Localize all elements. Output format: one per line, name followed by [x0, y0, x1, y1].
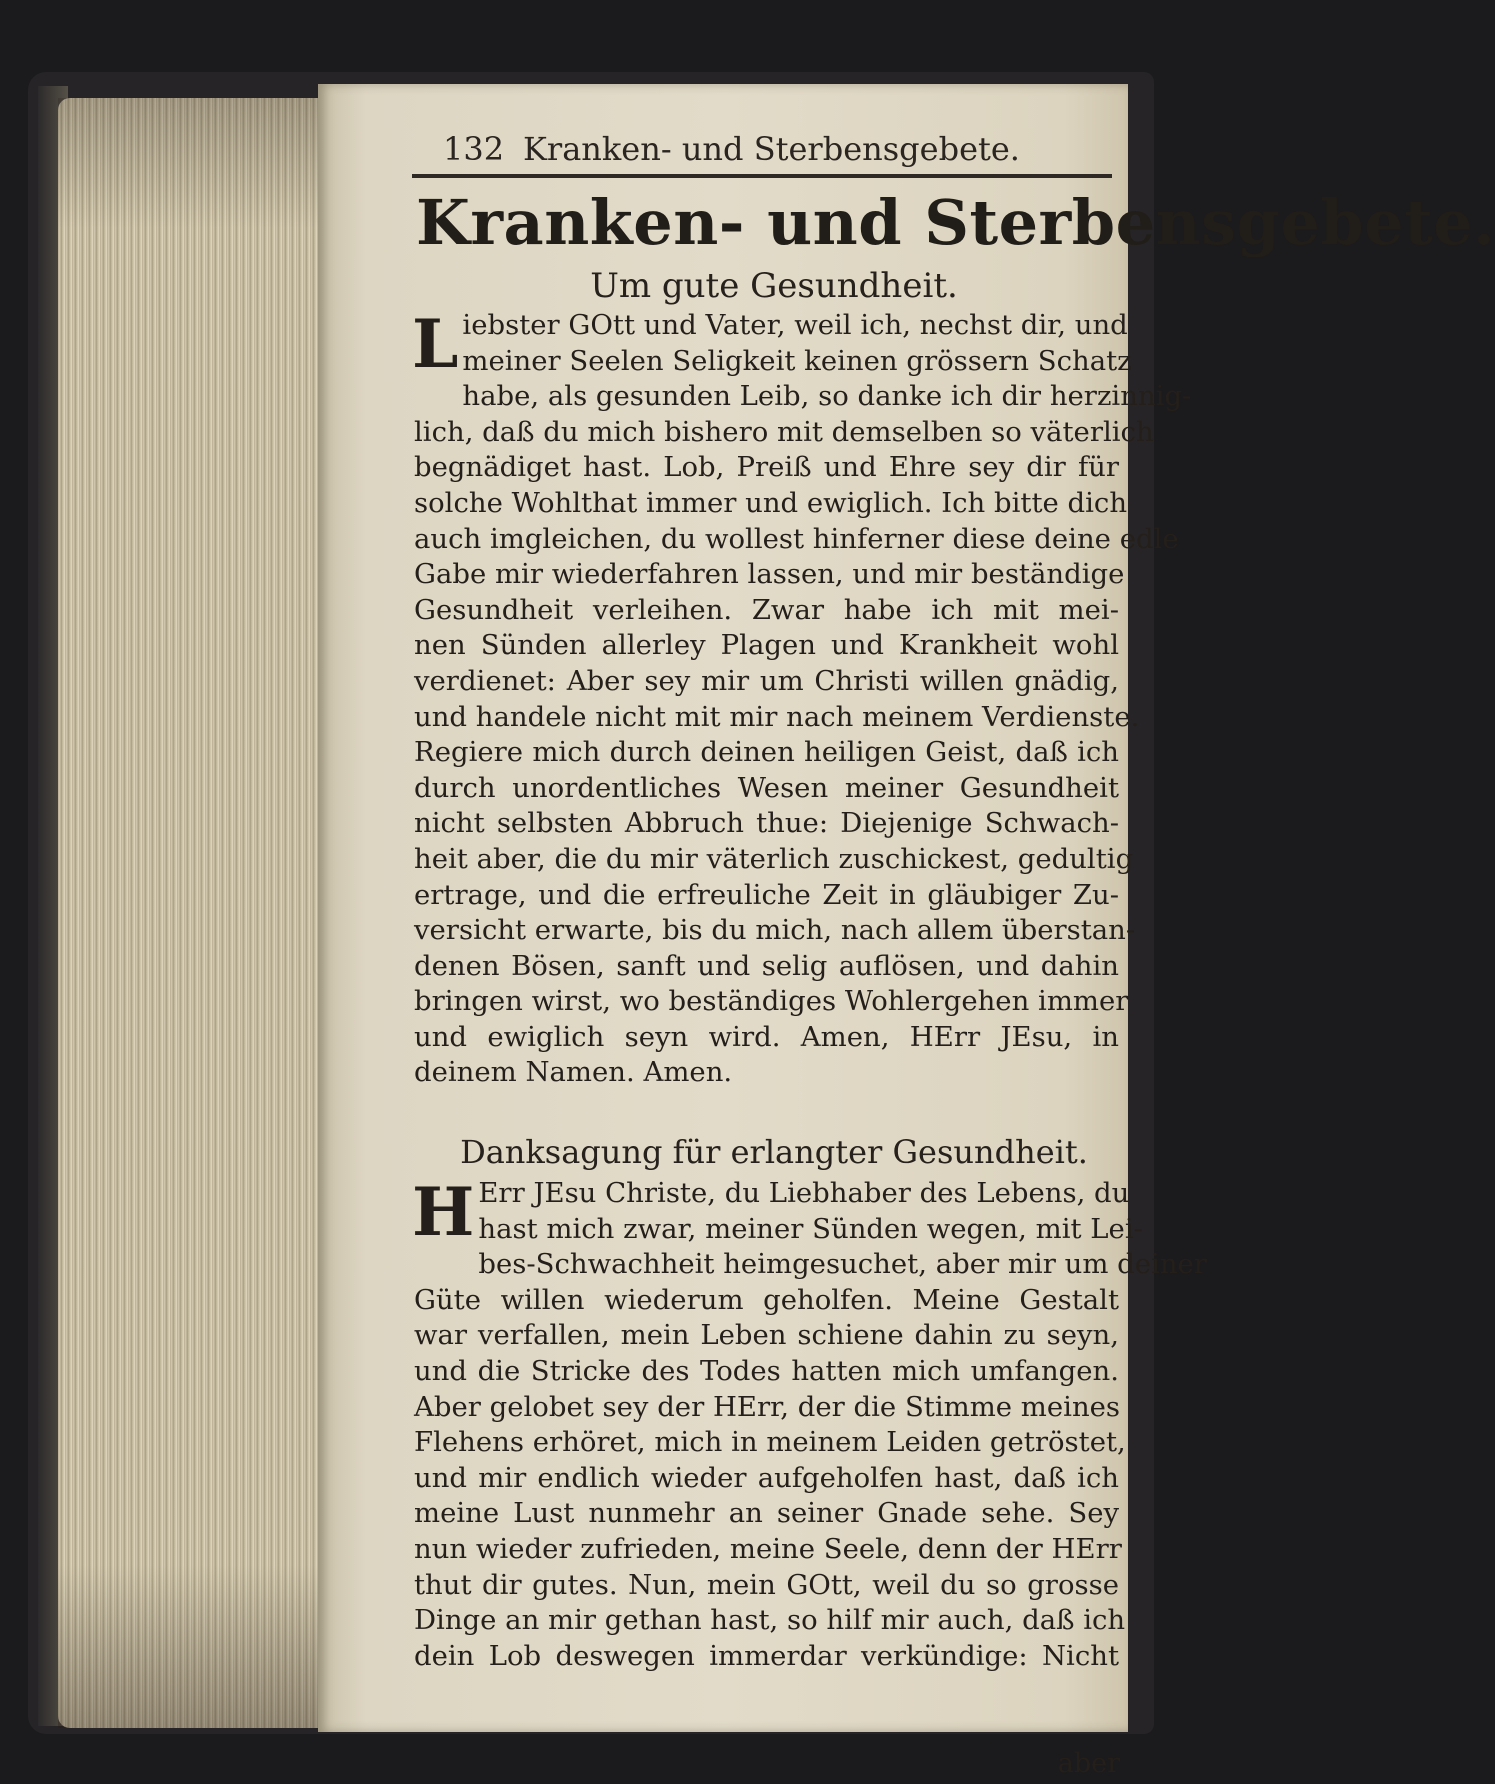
text-line: meiner Seelen Seligkeit keinen grössern Schatz [462, 344, 1132, 377]
text-line: versicht erwarte, bis du mich, nach allem überstan- [414, 914, 1136, 947]
text-line: habe, als gesunden Leib, so danke ich dir herzinnig- [462, 380, 1192, 413]
page-number: 132 [443, 130, 505, 168]
text-line: meine Lust nunmehr an seiner Gnade sehe. Sey [414, 1497, 1119, 1530]
section1-dropcap: L [412, 305, 459, 383]
text-line: dein Lob deswegen immerdar verkündige: Nicht [414, 1639, 1119, 1672]
text-line: Regiere mich durch deinen heiligen Geist, daß ich [414, 736, 1119, 769]
text-line: nen Sünden allerley Plagen und Krankheit wohl [414, 629, 1119, 662]
section1-heading: Um gute Gesundheit. [590, 266, 958, 306]
text-line: heit aber, die du mir väterlich zuschickest, gedultig [414, 842, 1134, 875]
text-line: denen Bösen, sanft und selig auflösen, und dahin [414, 949, 1119, 982]
text-line: war verfallen, mein Leben schiene dahin zu seyn, [414, 1319, 1119, 1352]
book-page [318, 84, 1495, 1779]
text-line: und die Stricke des Todes hatten mich umfangen. [414, 1354, 1119, 1387]
text-line: Aber gelobet sey der HErr, der die Stimme meines [414, 1390, 1121, 1423]
page-title: Kranken- und Sterbensgebete. [416, 186, 1495, 259]
text-line: deinem Namen. Amen. [414, 1056, 733, 1089]
text-line: iebster GOtt und Vater, weil ich, nechst dir, und [462, 309, 1128, 341]
text-line: Güte willen wiederum geholfen. Meine Gestalt [414, 1283, 1119, 1316]
page-edges [58, 98, 330, 1728]
text-line: Gesundheit verleihen. Zwar habe ich mit mei- [414, 593, 1119, 626]
text-line: begnädiget hast. Lob, Preiß und Ehre sey dir für [414, 451, 1119, 484]
text-line: bes-Schwachheit heimgesuchet, aber mir um deiner [478, 1248, 1207, 1281]
text-line: durch unordentliches Wesen meiner Gesundheit [414, 771, 1119, 804]
text-line: und ewiglich seyn wird. Amen, HErr JEsu, in [414, 1020, 1119, 1053]
text-line: bringen wirst, wo beständiges Wohlergehen immer [414, 985, 1129, 1018]
section1-text [412, 305, 1192, 1091]
section2-heading: Danksagung für erlangter Gesundheit. [460, 1133, 1088, 1171]
text-line: lich, daß du mich bishero mit demselben so väterlich [414, 415, 1154, 448]
text-line: und mir endlich wieder aufgeholfen hast, daß ich [414, 1461, 1119, 1494]
text-line: hast mich zwar, meiner Sünden wegen, mit Lei- [478, 1212, 1143, 1245]
text-line: thut dir gutes. Nun, mein GOtt, weil du so grosse [414, 1568, 1119, 1601]
text-line: ertrage, und die erfreuliche Zeit in gläubiger Zu- [414, 878, 1119, 911]
catchword: aber [1057, 1748, 1120, 1779]
text-line: und handele nicht mit mir nach meinem Verdienste. [414, 700, 1140, 733]
running-head [443, 130, 1063, 180]
section2-text [412, 1173, 1207, 1674]
text-line: Flehens erhöret, mich in meinem Leiden getröstet, [414, 1426, 1126, 1459]
text-line: nun wieder zufrieden, meine Seele, denn der HErr [414, 1532, 1122, 1565]
running-head-title: Kranken- und Sterbensgebete. [523, 130, 1020, 168]
text-line: nicht selbsten Abbruch thue: Diejenige Schwach- [414, 807, 1119, 840]
header-rule [412, 174, 1112, 178]
section2-dropcap: H [412, 1173, 475, 1251]
text-line: auch imgleichen, du wollest hinferner diese deine edle [414, 522, 1179, 555]
text-line: solche Wohlthat immer und ewiglich. Ich bitte dich [414, 486, 1128, 519]
text-line: Err JEsu Christe, du Liebhaber des Lebens, du [478, 1177, 1130, 1209]
text-line: Dinge an mir gethan hast, so hilf mir auch, daß ich [414, 1604, 1126, 1637]
text-line: verdienet: Aber sey mir um Christi willen gnädig, [414, 664, 1119, 697]
text-line: Gabe mir wiederfahren lassen, und mir beständige [414, 558, 1125, 591]
